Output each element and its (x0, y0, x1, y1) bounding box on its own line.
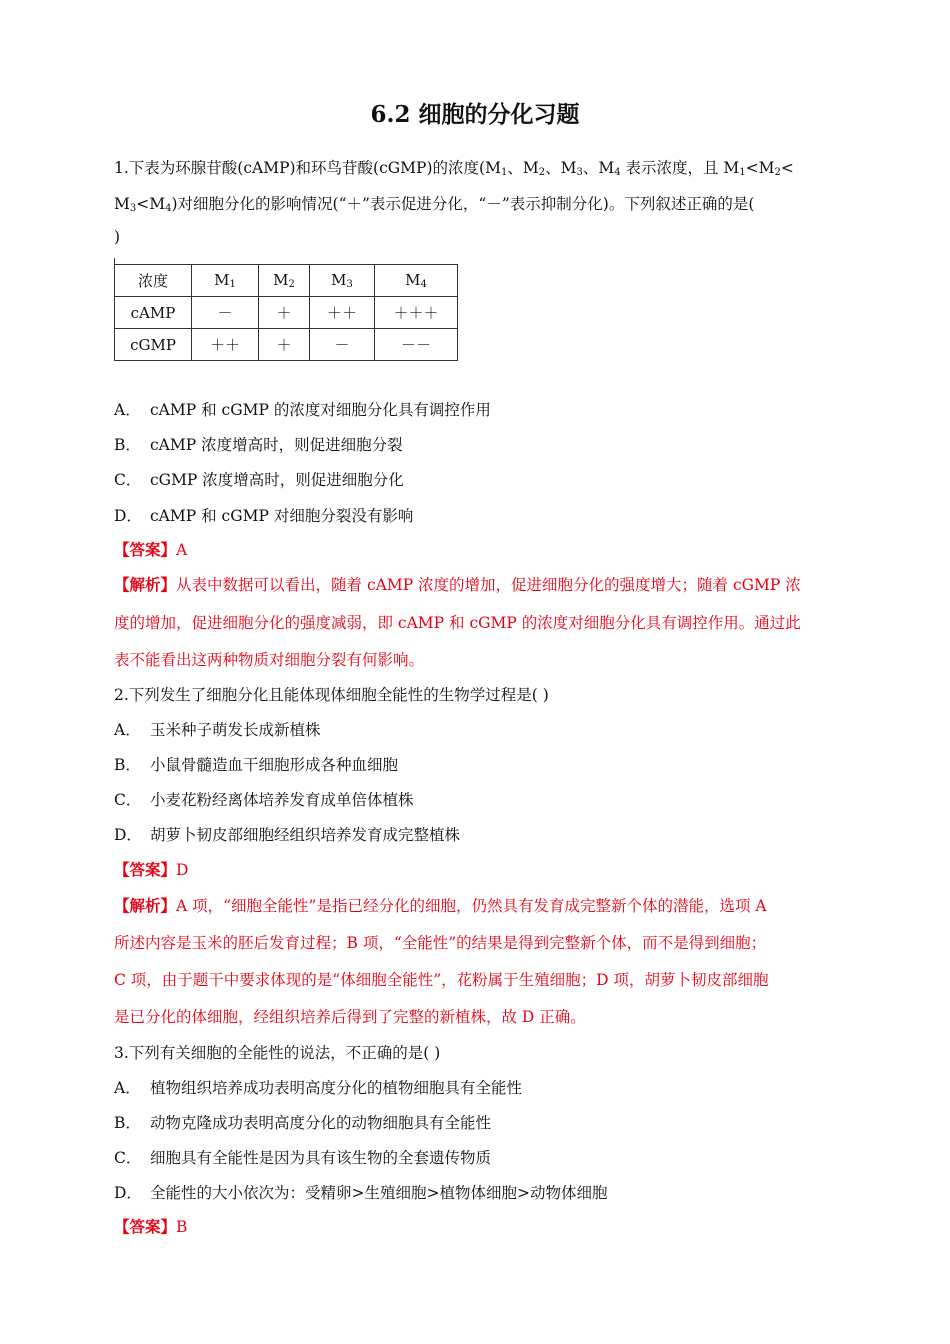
analysis-text: 从表中数据可以看出，随着 cAMP 浓度的增加，促进细胞分化的强度增大；随着 cGMP 浓 (176, 576, 801, 594)
option-text: 玉米种子萌发长成新植株 (150, 721, 321, 739)
subscript: 3 (129, 203, 137, 214)
analysis-text: A 项，“细胞全能性”是指已经分化的细胞，仍然具有发育成完整新个体的潜能，选项 A (176, 897, 767, 915)
option-text: cAMP 浓度增高时，则促进细胞分裂 (150, 436, 403, 454)
q2-analysis-line: C 项，由于题干中要求体现的是“体细胞全能性”，花粉属于生殖细胞；D 项，胡萝卜韧皮部细胞 (114, 971, 769, 989)
option-label: D． (114, 507, 142, 525)
q2-option-c (114, 788, 414, 810)
q3-stem: 3.下列有关细胞的全能性的说法，不正确的是( ) (114, 1044, 441, 1062)
q1-stem-text: 表示浓度，且 M (620, 159, 740, 177)
q2-option-b (114, 753, 398, 775)
subscript: 4 (165, 203, 172, 214)
table-cell: ＋＋ (310, 297, 375, 329)
table-header-cell (259, 265, 310, 297)
q2-option-a (114, 718, 321, 740)
subscript: 1 (229, 279, 236, 290)
q1-stem-line2 (114, 192, 754, 214)
option-label: D． (114, 826, 142, 844)
answer-value: D (176, 861, 189, 879)
subscript: 3 (576, 167, 583, 178)
q2-analysis-line: 是已分化的体细胞，经组织培养后得到了完整的新植株，故 D 正确。 (114, 1008, 586, 1026)
q1-stem-text: 、M (582, 159, 615, 177)
option-label: C． (114, 471, 142, 489)
q1-answer (114, 538, 187, 560)
table-header-cell: 浓度 (115, 265, 192, 297)
q2-analysis-line (114, 894, 767, 916)
q1-stem-text: 1.下表为环腺苷酸(cAMP)和环鸟苷酸(cGMP)的浓度(M (114, 159, 501, 177)
table-header-cell (375, 265, 458, 297)
option-text: 小鼠骨髓造血干细胞形成各种血细胞 (150, 756, 399, 774)
q1-stem-text: <M (136, 195, 166, 213)
subscript: 1 (500, 167, 508, 178)
table-row (115, 329, 458, 361)
subscript: 2 (538, 167, 546, 178)
q3-option-c (114, 1146, 491, 1168)
option-text: 细胞具有全能性是因为具有该生物的全套遗传物质 (150, 1149, 492, 1167)
option-label: B． (114, 1114, 141, 1132)
answer-value: B (176, 1218, 188, 1236)
option-text: 植物组织培养成功表明高度分化的植物细胞具有全能性 (150, 1079, 523, 1097)
option-text: cGMP 浓度增高时，则促进细胞分化 (150, 471, 404, 489)
q3-option-b (114, 1111, 491, 1133)
table-cell: cGMP (115, 329, 192, 361)
q3-answer (114, 1215, 187, 1237)
answer-tag: 【答案】 (114, 860, 177, 879)
q1-option-c (114, 468, 404, 490)
q1-stem-line3: ) (114, 228, 121, 246)
subscript: 4 (614, 167, 621, 178)
subscript: 2 (288, 279, 295, 290)
q1-stem-text: < (780, 159, 794, 177)
q2-answer (114, 858, 188, 880)
analysis-tag: 【解析】 (114, 575, 177, 594)
table-row (115, 297, 458, 329)
table-cell: ＋ (259, 297, 310, 329)
q2-analysis-line: 所述内容是玉米的胚后发育过程；B 项，“全能性”的结果是得到完整新个体，而不是得到细胞； (114, 934, 767, 952)
header-text: M (331, 271, 347, 289)
table-cell: － (192, 297, 259, 329)
table-cell: － (310, 329, 375, 361)
table-header-cell (192, 265, 259, 297)
option-label: C． (114, 791, 142, 809)
subscript: 4 (420, 279, 427, 290)
table-cell: ＋＋＋ (375, 297, 458, 329)
q1-option-a (114, 398, 491, 420)
table-cell: cAMP (115, 297, 192, 329)
q1-option-d (114, 504, 413, 526)
option-label: C． (114, 1149, 142, 1167)
q1-stem-line1 (114, 156, 794, 178)
table-header-row (115, 265, 458, 297)
q1-stem-text: <M (745, 159, 775, 177)
option-label: B． (114, 436, 141, 454)
subscript: 1 (739, 167, 746, 178)
q2-option-d (114, 823, 460, 845)
option-text: 小麦花粉经离体培养发育成单倍体植株 (150, 791, 414, 809)
header-text: M (405, 271, 421, 289)
header-text: M (273, 271, 289, 289)
header-text: M (214, 271, 230, 289)
table-cell: ＋ (259, 329, 310, 361)
q3-option-a (114, 1076, 522, 1098)
q3-option-d (114, 1181, 607, 1203)
answer-value: A (176, 541, 188, 559)
q1-analysis-line: 表不能看出这两种物质对细胞分裂有何影响。 (114, 651, 425, 669)
q1-stem-text: 、M (545, 159, 577, 177)
analysis-tag: 【解析】 (114, 896, 177, 915)
answer-tag: 【答案】 (114, 540, 177, 559)
option-text: 胡萝卜韧皮部细胞经组织培养发育成完整植株 (150, 826, 461, 844)
table-cell: －－ (375, 329, 458, 361)
q1-option-b (114, 433, 403, 455)
option-label: A． (114, 721, 141, 739)
subscript: 2 (774, 167, 781, 178)
q1-stem-text: 、M (507, 159, 539, 177)
q1-stem-text: M (114, 195, 130, 213)
option-label: A． (114, 401, 141, 419)
option-label: A． (114, 1079, 141, 1097)
q2-stem: 2.下列发生了细胞分化且能体现体细胞全能性的生物学过程是( ) (114, 686, 549, 704)
option-label: D． (114, 1184, 142, 1202)
q1-analysis-line (114, 573, 801, 595)
option-text: 动物克隆成功表明高度分化的动物细胞具有全能性 (150, 1114, 492, 1132)
table-cell: ＋＋ (192, 329, 259, 361)
subscript: 3 (346, 279, 353, 290)
q1-stem-text: )对细胞分化的影响情况(“＋”表示促进分化，“－”表示抑制分化)。下列叙述正确的是( (171, 195, 755, 213)
option-text: 全能性的大小依次为：受精卵>生殖细胞>植物体细胞>动物体细胞 (150, 1184, 608, 1202)
concentration-table (114, 264, 458, 361)
option-text: cAMP 和 cGMP 对细胞分裂没有影响 (150, 507, 414, 525)
answer-tag: 【答案】 (114, 1217, 177, 1236)
option-label: B． (114, 756, 141, 774)
table-header-cell (310, 265, 375, 297)
q1-analysis-line: 度的增加，促进细胞分化的强度减弱，即 cAMP 和 cGMP 的浓度对细胞分化具有调控作用。通过此 (114, 614, 801, 632)
page-title: 6.2 细胞的分化习题 (370, 101, 580, 128)
option-text: cAMP 和 cGMP 的浓度对细胞分化具有调控作用 (150, 401, 491, 419)
